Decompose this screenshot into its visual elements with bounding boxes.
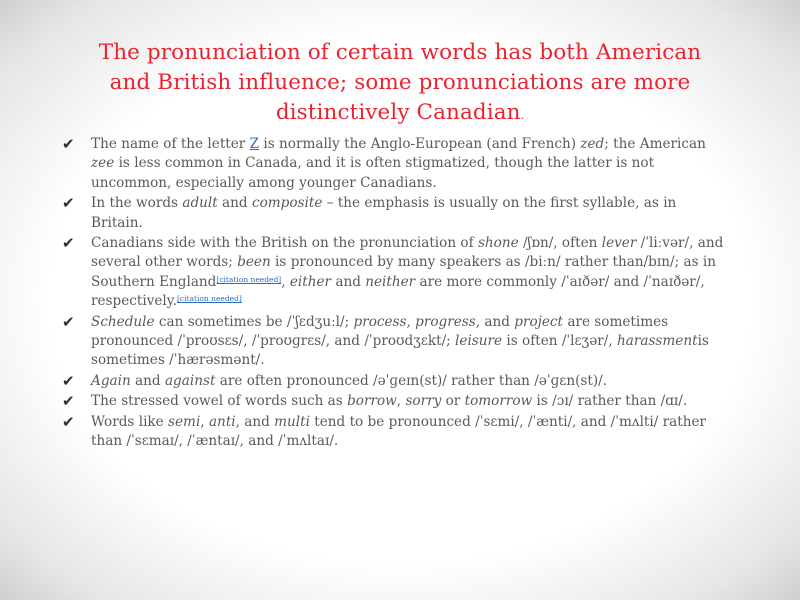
term-sorry: sorry <box>405 393 442 410</box>
title-line-3: distinctively Canadian <box>275 100 521 125</box>
bullet-list <box>62 135 732 453</box>
term-multi: multi <box>274 413 310 430</box>
term-lever: lever <box>601 235 637 252</box>
link-z[interactable]: Z <box>249 136 260 152</box>
bullet-text: ; the American <box>604 136 706 152</box>
bullet-text: is /ɔɪ/ rather than /ɑɪ/. <box>532 393 688 410</box>
term-process: process <box>353 313 407 330</box>
term-either: either <box>289 273 332 290</box>
checkmark-icon: ✔ <box>62 194 75 213</box>
citation-needed-link[interactable]: [citation needed] <box>176 294 242 304</box>
bullet-text: Canadians side with the British on the pronunciation of <box>91 235 478 252</box>
bullet-text: , <box>281 273 290 290</box>
bullet-text: can sometimes be /ˈʃɛdʒuːl/; <box>154 313 354 330</box>
bullet-text: – the emphasis is usually on the first syllable, as in Britain. <box>91 195 677 231</box>
bullet-text: is often /ˈlɛʒər/, <box>502 333 617 350</box>
bullet-prefixes <box>62 413 732 452</box>
bullet-letter-z <box>62 135 732 193</box>
bullet-text: is pronounced by many speakers as /biːn/ rather than/bɪn/; as in Southern England <box>91 254 716 290</box>
bullet-again <box>62 372 732 391</box>
term-zed: zed <box>580 136 605 152</box>
term-shone: shone <box>477 235 519 252</box>
bullet-text: is normally the Anglo-European (and French) <box>259 136 581 152</box>
bullet-text: tend to be pronounced /ˈsɛmi/, /ˈænti/, and /ˈmʌlti/ rather than /ˈsɛmaɪ/, /ˈæntaɪ/, and /ˈmʌltaɪ/. <box>91 413 706 450</box>
term-leisure: leisure <box>455 333 503 350</box>
bullet-stressed-vowel <box>62 392 732 411</box>
bullet-text: In the words <box>91 195 183 212</box>
bullet-text: are sometimes pronounced /ˈproʊsɛs/, /ˈproʊɡrɛs/, and /ˈproʊdʒɛkt/; <box>91 313 669 350</box>
bullet-british-pronunciation <box>62 234 732 312</box>
checkmark-icon: ✔ <box>62 234 75 253</box>
term-against: against <box>164 372 216 389</box>
bullet-text: are more commonly /ˈaɪðər/ and /ˈnaɪðər/, respectively. <box>91 273 705 310</box>
term-again: Again <box>91 372 131 389</box>
title-line-2: and British influence; some pronunciations are more <box>109 70 691 95</box>
slide-title <box>50 38 750 131</box>
checkmark-icon: ✔ <box>62 371 75 390</box>
bullet-text: or <box>441 393 465 410</box>
term-neither: neither <box>365 273 416 290</box>
bullet-text: and <box>331 273 366 290</box>
title-line-1: The pronunciation of certain words has both American <box>98 40 702 65</box>
citation-needed-link[interactable]: [citation needed] <box>216 274 282 284</box>
bullet-text: /ʃɒn/, often <box>518 235 602 252</box>
bullet-text: and <box>130 372 165 389</box>
term-semi: semi <box>168 413 201 430</box>
bullet-text: , and <box>235 413 275 430</box>
bullet-text: , <box>406 313 416 330</box>
checkmark-icon: ✔ <box>62 312 75 331</box>
term-borrow: borrow <box>347 393 397 410</box>
checkmark-icon: ✔ <box>62 392 75 411</box>
term-zee: zee <box>91 155 115 172</box>
term-anti: anti <box>208 413 236 430</box>
bullet-text: is less common in Canada, and it is often stigmatized, though the latter is not uncommon, especially among younger Canadians. <box>91 155 655 191</box>
term-project: project <box>514 313 564 330</box>
checkmark-icon: ✔ <box>62 135 75 153</box>
bullet-text: Words like <box>91 413 169 430</box>
term-adult: adult <box>182 195 218 212</box>
bullet-text: and <box>217 195 252 212</box>
bullet-schedule <box>62 313 732 371</box>
term-harassment: harassment <box>616 333 698 350</box>
bullet-text: is sometimes /ˈhærəsmənt/. <box>91 333 709 369</box>
term-been: been <box>237 254 271 271</box>
bullet-text: are often pronounced /əˈɡeɪn(st)/ rather than /əˈɡɛn(st)/. <box>215 372 608 389</box>
bullet-text: /ˈliːvər/, and several other words; <box>91 235 724 271</box>
title-trailing-period: . <box>520 109 525 122</box>
term-composite: composite <box>251 195 323 212</box>
bullet-text: , <box>396 393 406 410</box>
term-tomorrow: tomorrow <box>464 393 533 410</box>
bullet-text: , <box>200 413 209 430</box>
bullet-emphasis <box>62 194 732 233</box>
bullet-text: The name of the letter <box>91 136 250 152</box>
term-schedule: Schedule <box>91 313 155 330</box>
bullet-text: , and <box>475 313 515 330</box>
bullet-text: The stressed vowel of words such as <box>91 393 348 410</box>
checkmark-icon: ✔ <box>62 412 75 431</box>
term-progress: progress <box>415 313 476 330</box>
